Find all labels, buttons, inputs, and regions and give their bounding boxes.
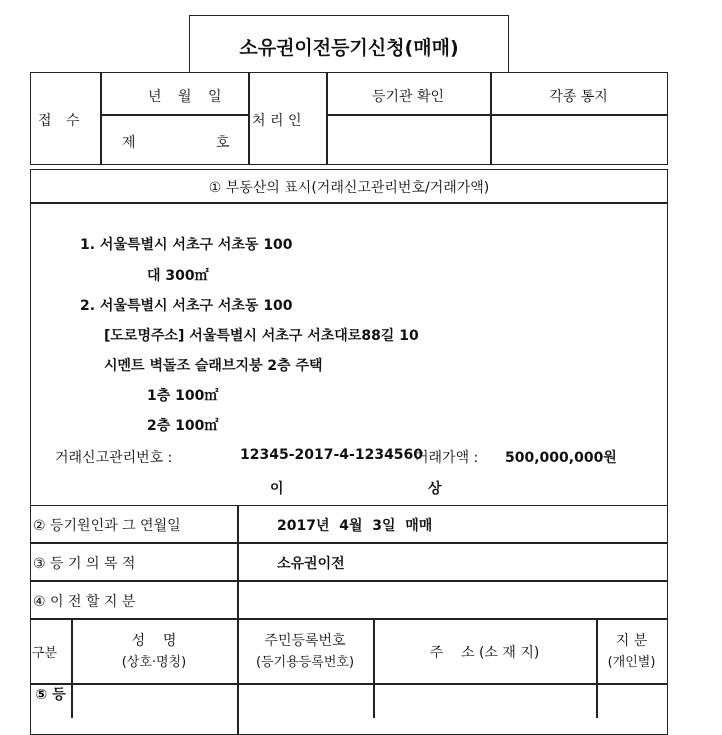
handler-label: 처 리 인: [252, 113, 302, 129]
title-box: [189, 15, 509, 73]
property-line: 시멘트 벽돌조 슬래브지붕 2층 주택: [104, 358, 323, 374]
notices-label: 각종 통지: [549, 89, 608, 105]
col-category: 구분: [32, 646, 58, 661]
share-label: ④ 이 전 할 지 분: [33, 594, 136, 610]
purpose-label: ③ 등 기 의 목 적: [33, 556, 136, 572]
property-line: 1. 서울특별시 서초구 서초동 100: [80, 237, 293, 253]
purpose-value: 소유권이전: [277, 556, 345, 572]
price-label: 거래가액 :: [415, 450, 479, 466]
trade-no: 12345-2017-4-1234560: [240, 447, 424, 463]
reception-date: 년 월 일: [148, 89, 222, 105]
registration-table: [30, 505, 668, 735]
reception-label: 접 수: [38, 113, 80, 129]
property-line: 대 300㎡: [147, 268, 209, 284]
price: 500,000,000원: [505, 450, 617, 466]
property-header: ① 부동산의 표시(거래신고관리번호/거래가액): [208, 180, 490, 196]
end-mark: 이: [270, 481, 284, 497]
cause-label: ② 등기원인과 그 연월일: [33, 518, 181, 534]
party-row-label: ⑤ 등: [35, 687, 66, 703]
document-title: 소유권이전등기신청(매매): [239, 37, 459, 59]
col-name-sub: (상호·명칭): [121, 655, 187, 670]
end-mark: 상: [428, 481, 442, 497]
number-suffix: 호: [216, 135, 230, 151]
col-share-sub: (개인별): [607, 655, 656, 670]
col-name: 성 명: [131, 633, 177, 649]
col-id-sub: (등기용등록번호): [255, 655, 355, 670]
property-line: 2층 100㎡: [147, 418, 219, 434]
cause-value: 2017년 4월 3일 매매: [277, 518, 433, 534]
col-id: 주민등록번호: [264, 633, 346, 649]
col-address: 주 소 (소 재 지): [429, 645, 540, 661]
property-line: 2. 서울특별시 서초구 서초동 100: [80, 298, 293, 314]
col-share: 지 분: [615, 633, 648, 649]
trade-no-label: 거래신고관리번호 :: [55, 450, 173, 466]
property-line: [도로명주소] 서울특별시 서초구 서초대로88길 10: [104, 328, 419, 344]
registrar-confirm-label: 등기관 확인: [371, 89, 445, 105]
property-line: 1층 100㎡: [147, 388, 219, 404]
number-prefix: 제: [122, 135, 136, 151]
